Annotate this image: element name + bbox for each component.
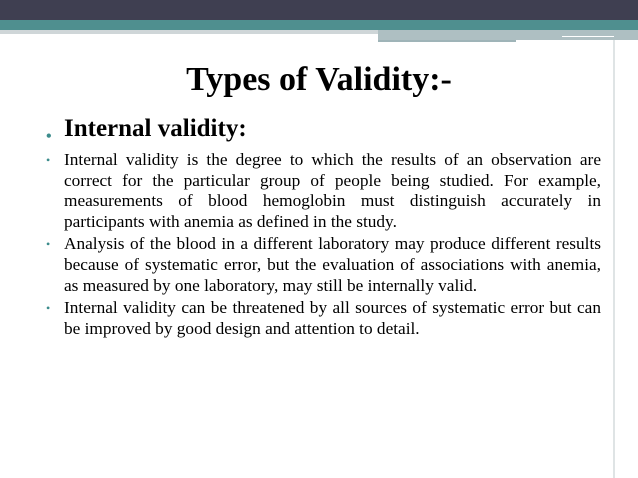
heading-text: Internal validity:: [64, 115, 247, 142]
header-accent-line: [378, 40, 516, 42]
bullet-dot-icon: •: [46, 237, 51, 252]
bullet-item: [44, 150, 601, 232]
header-band-dark: [0, 0, 638, 20]
header-accent-line-highlight: [562, 36, 614, 37]
bullet-item: [44, 234, 601, 296]
bullet-item: [44, 298, 601, 339]
header-accent-tab: [378, 30, 638, 40]
right-edge-stripe: [613, 40, 615, 478]
header-band-teal: [0, 20, 638, 30]
bullet-text: Analysis of the blood in a different laboratory may produce different results because of systematic error, but the evaluation of associations with anemia, as measured by one laboratory, may still be internally valid.: [64, 234, 601, 295]
bullet-dot-icon: •: [46, 153, 51, 167]
bullet-dot-icon: •: [46, 301, 51, 316]
bullet-dot-icon: •: [46, 128, 52, 145]
bullet-text: Internal validity can be threatened by all sources of systematic error but can be improved by good design and attention to detail.: [64, 298, 601, 338]
bullet-heading: [44, 112, 601, 146]
slide-title: Types of Validity:-: [186, 61, 452, 98]
slide-content: [44, 112, 601, 341]
bullet-text: Internal validity is the degree to which the results of an observation are correct for the particular group of people being studied. For example, measurements of blood hemoglobin must distinguish accurately in participants with anemia as defined in the study.: [64, 150, 601, 231]
